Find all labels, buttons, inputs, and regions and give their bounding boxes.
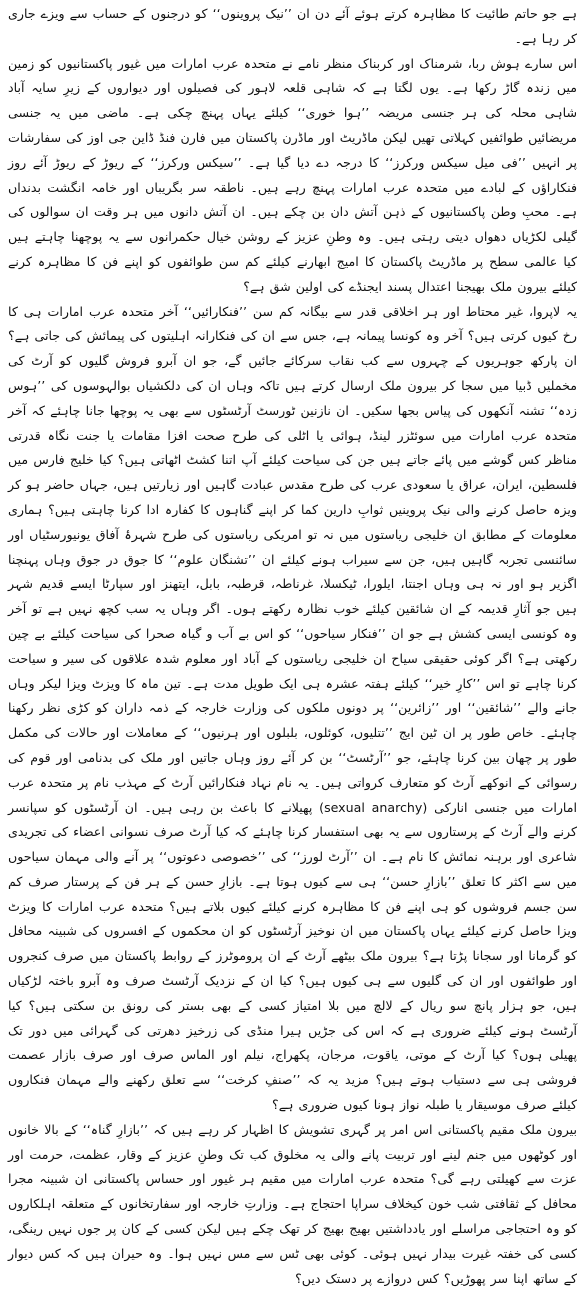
article-paragraph-2: اس سارے ہوش ربا، شرمناک اور کربناک منظر نامے نے متحدہ عرب امارات میں غیور پاکستانیوں کو زمین میں زندہ گاڑ رکھا ہے۔ یوں لگتا ہے کہ شاہی قلعہ لاہور کی فصیلوں اور دیواروں کے زیرِ سایہ آباد شاہی محلہ کی ہر جنسی مریضہ ’’ہوا خوری‘‘ کیلئے یہاں پہنچ چکی ہے۔ ماضی میں یہ جنسی مریضائیں طوائفیں کہلاتی تھیں لیکن ماڈریٹ اور ماڈرن پاکستان میں فارن فنڈ ڈاین جی اوز کی سفارشات پر انہیں ’’فی میل سیکس ورکرز‘‘ کا درجہ دے دیا گیا ہے۔ ’’سیکس ورکرز‘‘ کے ریوڑ کے ریوڑ آئے روز فنکاراؤں کے لبادے میں متحدہ عرب امارات پہنچ رہے ہیں۔ ناطقہ سر بگریباں اور خامہ انگشت بدنداں ہے۔ محبِ وطن پاکستانیوں کے ذہن آتش دان بن چکے ہیں۔ ان آتش دانوں میں ہر وقت ان سوالوں کی گیلی لکڑیاں دھواں دیتی رہتی ہیں۔ وہ وطنِ عزیز کے روشن خیال حکمرانوں سے یہ پوچھنا چاہتے ہیں کیا عالمی سطح پر ماڈریٹ پاکستان کا امیج ابھارنے کیلئے کم سن طوائفوں کو اپنے فن کا مظاہرہ کرنے کیلئے بیرون ملک بھیجنا اعتدال پسند ایجنڈے کی اولین شق ہے؟ [8, 55, 577, 294]
article-paragraph-1: ہے جو حاتم طائیت کا مظاہرہ کرتے ہوئے آئے دن ان ’’نیک پروینوں‘‘ کو درجنوں کے حساب سے ویزے جاری کر رہا ہے۔ [8, 6, 577, 46]
article-paragraph-4: بیرون ملک مقیم پاکستانی اس امر پر گہری تشویش کا اظہار کر رہے ہیں کہ ’’بازارِ گناہ‘‘ کے بالا خانوں اور کوٹھوں میں جنم لینے اور تربیت پانے والی یہ مخلوق کب تک وطنِ عزیز کے وقار، عظمت، حرمت اور عزت سے کھیلتی رہے گی؟ متحدہ عرب امارات میں مقیم ہر غیور اور حساس پاکستانی ان شبینہ مجرا محافل کے ثقافتی شب خون کیخلاف سراپا احتجاج ہے۔ وزارتِ خارجہ اور سفارتخانوں کے متعلقہ اہلکاروں کو وہ احتجاجی مراسلے اور یادداشتیں بھیج بھیج کر تھک چکے ہیں لیکن کسی کے کان پر جوں نہیں رینگی، کسی کی خفتہ غیرت بیدار نہیں ہوئی۔ کوئی بھی ٹس سے مس نہیں ہوا۔ وہ حیران ہیں کہ کس دیوار کے ساتھ اپنا سر پھوڑیں؟ کس دروازے پر دستک دیں؟ [8, 1121, 577, 1286]
article-paragraph-3: یہ لاپروا، غیر محتاط اور ہر اخلاقی قدر سے بیگانہ کم سن ’’فنکارائیں‘‘ آخر متحدہ عرب امارات ہی کا رخ کیوں کرتی ہیں؟ آخر وہ کونسا پیمانہ ہے، جس سے ان کی فنکارانہ اہلیتوں کی پیمائش کی جاتی ہے؟ ان پارکھ جوہریوں کے چہروں سے کب نقاب سرکائے جائیں گے، جو ان آبرو فروش گلیوں کو آرٹ کی مخملیں ڈبیا میں سجا کر بیرون ملک ارسال کرتے ہیں تاکہ وہاں ان کی دلکشیاں بوالہوسوں کی ’’ہوس زدہ‘‘ تشنہ آنکھوں کی پیاس بجھا سکیں۔ ان نازنین ٹورسٹ آرٹسٹوں سے بھی یہ پوچھا جانا چاہئے کہ آخر متحدہ عرب امارات میں سوئٹزر لینڈ، ہوائی یا اٹلی کی طرح صحت افزا مقامات یا جنت نگاہ قدرتی مناظر کس گوشے میں پائے جاتے ہیں جن کی سیاحت کیلئے آپ اتنا کشٹ اٹھاتی ہیں؟ کیا خلیج فارس میں فلسطین، ایران، عراق یا سعودی عرب کی طرح مقدس عبادت گاہیں اور زیارتیں ہیں، جہاں حاضر ہو کر ویزہ حاصل کرنے والی نیک پروینیں ثوابِ دارین کما کر اپنے گناہوں کا کفارہ ادا کرنا چاہتی ہیں؟ ہماری معلومات کے مطابق ان خلیجی ریاستوں میں نہ تو امریکی ریاستوں کی طرح شہرۂ آفاق یونیورسٹیاں اور سائنسی تجربہ گاہیں ہیں، جن سے سیراب ہونے کیلئے ان ’’تشنگان علوم‘‘ کا جوق در جوق وہاں پہنچنا اگزیر ہو اور نہ ہی وہاں اجنتا، ایلورا، ٹیکسلا، غرناطہ، قرطبہ، بابل، ایتھنز اور سپارٹا ایسے قدیم شہر ہیں جو آثارِ قدیمہ کے ان شائقین کیلئے خوب نظارہ رکھتے ہوں۔ اگر وہاں یہ سب کچھ نہیں ہے تو آخر وہ کونسی ایسی کشش ہے جو ان ’’فنکار سیاحوں‘‘ کو اس بے آب و گیاہ صحرا کی سیاحت کیلئے بے چین رکھتی ہے؟ اگر کوئی حقیقی سیاح ان خلیجی ریاستوں کے آباد اور معلوم شدہ علاقوں کی سیر و سیاحت کرنا چاہے تو اس ’’کارِ خیر‘‘ کیلئے ہفتہ عشرہ ہی ایک طویل مدت ہے۔ تین ماہ کا ویزٹ ویزا لیکر وہاں جانے والے ’’شائقین‘‘ اور ’’زائرین‘‘ پر دونوں ملکوں کی وزارت خارجہ کے ذمہ داران کو کڑی نظر رکھنا چاہئے۔ خاص طور پر ان ٹین ایج ’’تتلیوں، کوئلوں، بلبلوں اور ہرنیوں‘‘ کے معاملات اور حالات کی مکمل طور پر چھان بین کرنا چاہئے، جو ’’آرٹسٹ‘‘ بن کر آئے روز وہاں جاتیں اور ملک کی بدنامی اور قوم کی رسوائی کے انوکھے آرٹ کو متعارف کرواتی ہیں۔ یہ نام نہاد فنکارائیں آرٹ کے مہذب نام پر متحدہ عرب امارات میں جنسی انارکی (sexual anarchy) پھیلانے کا باعث بن رہی ہیں۔ ان آرٹسٹوں کو سپانسر کرنے والے آرٹ کے پرستاروں سے یہ بھی استفسار کرنا چاہئے کہ کیا آرٹ صرف نسوانی اعضاء کی تجریدی شاعری اور برہنہ نمائش کا نام ہے۔ ان ’’آرٹ لورز‘‘ کی ’’خصوصی دعوتوں‘‘ پر آنے والی مہمان سیاحوں میں سے اکثر کا تعلق ’’بازارِ حسن‘‘ ہی سے کیوں ہوتا ہے۔ بازارِ حسن کے ہر فن کے پرستار صرف کم سن جسم فروشوں کو ہی اپنے فن کا مظاہرہ کرنے کیلئے کیوں بلاتے ہیں؟ متحدہ عرب امارات کا ویزٹ ویزا حاصل کرنے کیلئے یہاں پاکستان میں ان نوخیز آرٹسٹوں کو ان محکموں کے افسروں کی شبینہ محافل کو گرمانا اور سجانا پڑتا ہے؟ بیرون ملک بیٹھے آرٹ کے ان پروموٹرز کے روابط پاکستان میں صرف کنجروں اور طوائفوں اور ان کی گلیوں سے ہی کیوں ہیں؟ کیا ان کے نزدیک آرٹسٹ صرف وہ آبرو باختہ لڑکیاں ہیں، جو ہزار پانچ سو ریال کے لالچ میں بلا امتیاز کسی کے بھی بستر کی رونق بن سکتی ہیں؟ کیا آرٹسٹ ہونے کیلئے ضروری ہے کہ اس کی جڑیں ہیرا منڈی کی زرخیز دھرتی کی گہرائی میں دور تک پھیلی ہوں؟ کیا آرٹ کے موتی، یاقوت، مرجان، پکھراج، نیلم اور الماس صرف اور صرف بازار عصمت فروشی ہی سے دستیاب ہوتے ہیں؟ مزید یہ کہ ’’صنفِ کرخت‘‘ سے تعلق رکھنے والے مہمان فنکاروں کیلئے صرف موسیقار یا طبلہ نواز ہونا کیوں ضروری ہے؟ [8, 303, 577, 1113]
